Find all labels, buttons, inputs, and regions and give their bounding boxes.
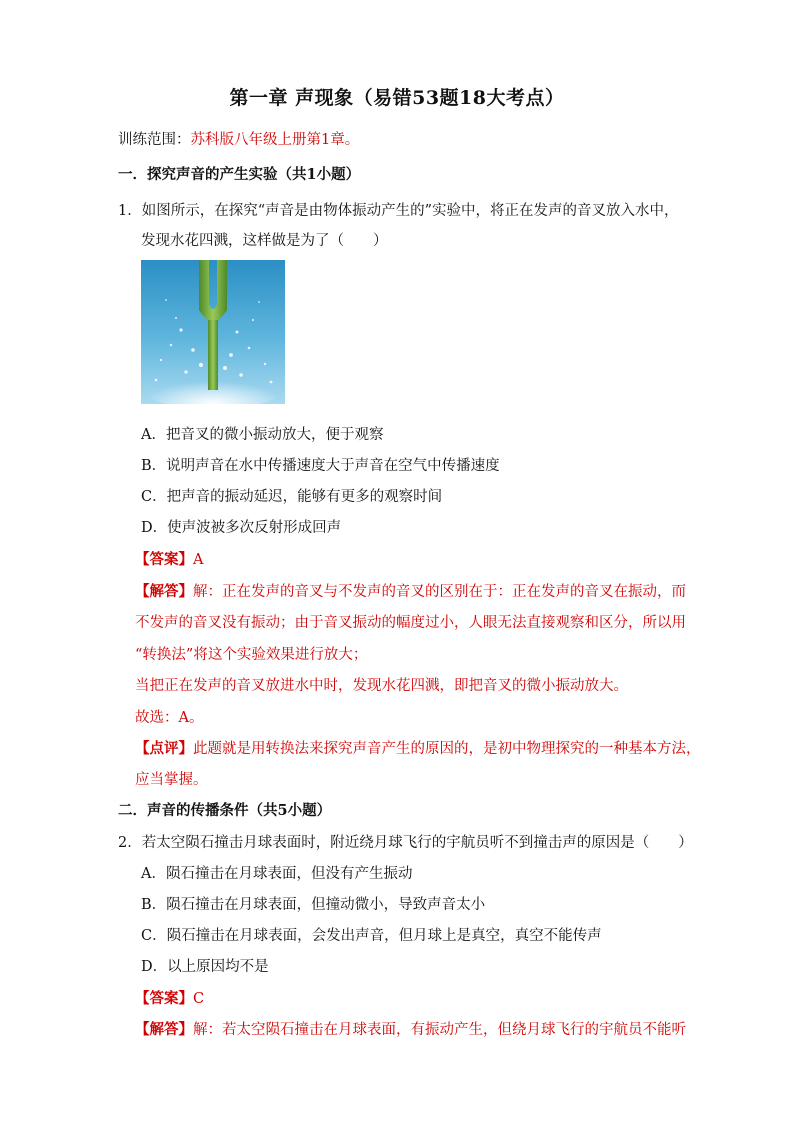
scope-line	[118, 128, 359, 149]
q1-analysis-line2: 不发声的音叉没有振动；由于音叉振动的幅度过小，人眼无法直接观察和区分，所以用	[135, 615, 686, 631]
q1-comment-tag: 【点评】	[135, 740, 193, 757]
q1-stem-line1: 1．如图所示，在探究“声音是由物体振动产生的”实验中，将正在发声的音叉放入水中，	[118, 203, 679, 219]
page-title: 第一章 声现象（易错53题18大考点）	[229, 87, 565, 109]
q2-answer-value: C	[193, 991, 205, 1007]
q2-option-c: C．陨石撞击在月球表面，会发出声音，但月球上是真空，真空不能传声	[141, 928, 602, 944]
q2-option-d: D．以上原因均不是	[141, 959, 269, 975]
q1-analysis-line3: “转换法”将这个实验效果进行放大；	[135, 647, 368, 663]
q1-answer-line	[135, 548, 203, 569]
q1-option-a: A．把音叉的微小振动放大，便于观察	[141, 427, 384, 443]
q1-option-b: B．说明声音在水中传播速度大于声音在空气中传播速度	[141, 458, 500, 474]
q2-answer-line	[135, 987, 204, 1008]
section1-heading: 一．探究声音的产生实验（共1小题）	[118, 166, 361, 183]
section2-heading: 二．声音的传播条件（共5小题）	[118, 802, 332, 819]
q1-analysis-line5: 故选：A。	[135, 710, 204, 726]
q1-stem-line2: 发现水花四溅，这样做是为了（ ）	[141, 233, 388, 249]
q2-option-b: B．陨石撞击在月球表面，但撞动微小，导致声音太小	[141, 897, 486, 913]
q1-option-c: C．把声音的振动延迟，能够有更多的观察时间	[141, 489, 443, 505]
tuning-fork-image	[141, 260, 285, 404]
q1-answer-value: A	[193, 552, 204, 568]
scope-label: 训练范围：	[118, 132, 191, 148]
q1-comment-line1	[135, 737, 701, 758]
q1-analysis-tag: 【解答】	[135, 583, 193, 600]
q2-analysis-line1	[135, 1018, 686, 1039]
q2-answer-tag: 【答案】	[135, 990, 193, 1007]
tuning-fork-illustration	[141, 260, 285, 404]
q2-option-a: A．陨石撞击在月球表面，但没有产生振动	[141, 866, 413, 882]
q1-analysis-text1: 解：正在发声的音叉与不发声的音叉的区别在于：正在发声的音叉在振动，而	[193, 584, 686, 600]
q1-comment-text1: 此题就是用转换法来探究声音产生的原因的，是初中物理探究的一种基本方法，	[193, 741, 701, 757]
q2-analysis-text1: 解：若太空陨石撞击在月球表面，有振动产生，但绕月球飞行的宇航员不能听	[193, 1022, 686, 1038]
q2-analysis-tag: 【解答】	[135, 1021, 193, 1038]
q2-stem: 2．若太空陨石撞击月球表面时，附近绕月球飞行的宇航员听不到撞击声的原因是（ ）	[118, 835, 693, 851]
q1-answer-tag: 【答案】	[135, 551, 193, 568]
q1-analysis-line1	[135, 580, 686, 601]
scope-value: 苏科版八年级上册第1章。	[190, 132, 360, 148]
q1-analysis-line4: 当把正在发声的音叉放进水中时，发现水花四溅，即把音叉的微小振动放大。	[135, 678, 628, 694]
q1-option-d: D．使声波被多次反射形成回声	[141, 520, 342, 536]
q1-comment-line2: 应当掌握。	[135, 772, 208, 788]
